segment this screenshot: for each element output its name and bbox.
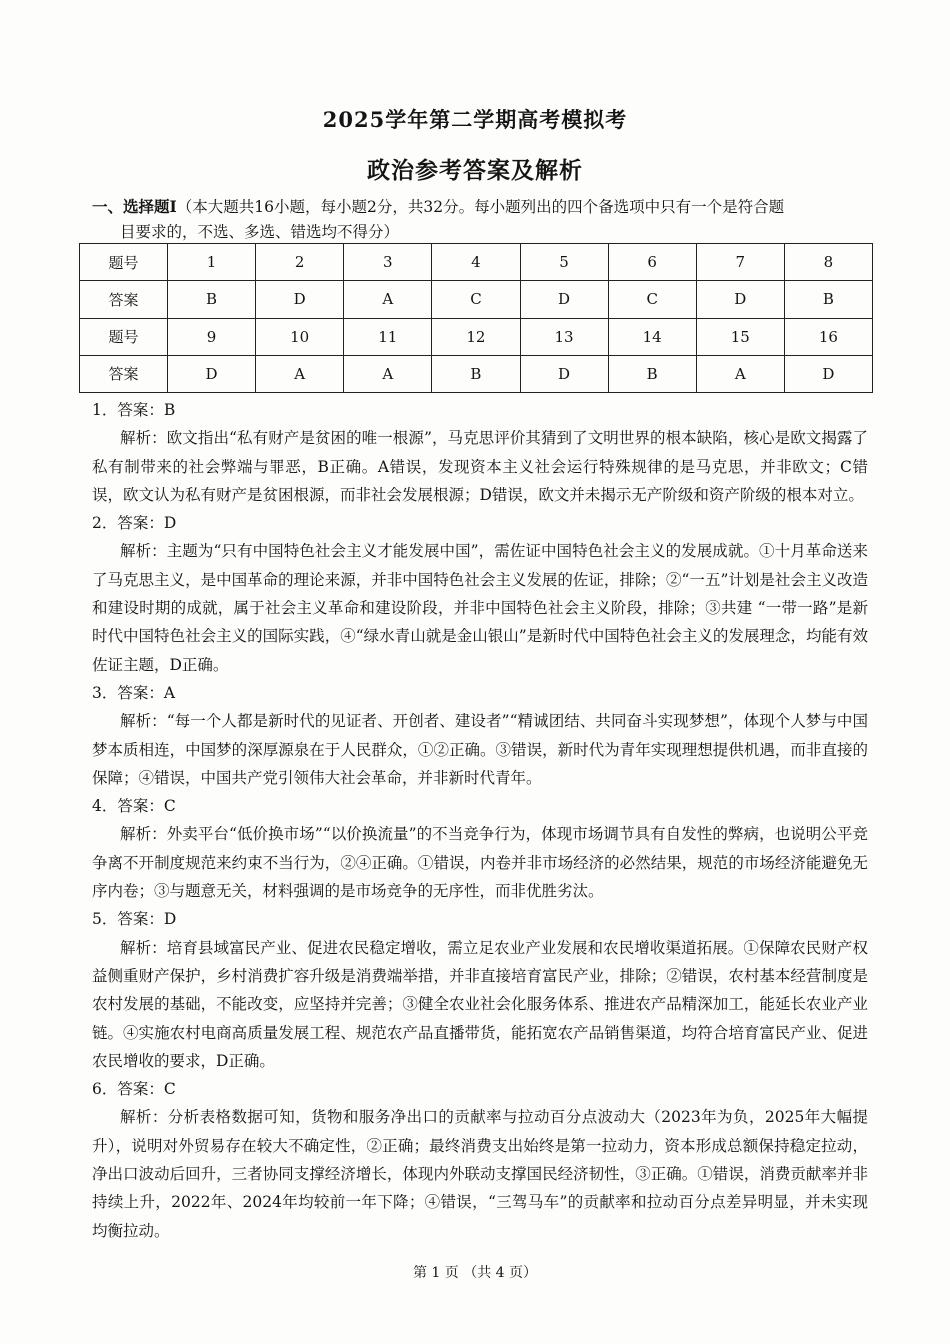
table-cell: B [168,281,256,318]
table-row [80,244,873,281]
table-cell: D [256,281,344,318]
table-cell: 2 [256,244,344,281]
table-cell: C [432,281,520,318]
table-cell: D [168,355,256,392]
explanation-text: 解析：主题为“只有中国特色社会主义才能发展中国”，需佐证中国特色社会主义的发展成就。①十月革命送来了马克思主义，是中国革命的理论来源，并非中国特色社会主义发展的佐证，排除；②“一五”计划是社会主义改造和建设时期的成就，属于社会主义革命和建设阶段，并非中国特色社会主义阶段，排除；③共建 “一带一路”是新时代中国特色社会主义的国际实践，④“绿水青山就是金山银山”是新时代中国特色社会主义的发展理念，均能有效佐证主题，D正确。 [92,542,868,674]
table-cell: 1 [168,244,256,281]
table-cell: A [696,355,784,392]
document-subtitle: 政治参考答案及解析 [367,157,583,184]
answer-heading: 6．答案：C [92,1080,176,1099]
table-row [80,281,873,318]
explanation-item [92,905,868,1075]
table-cell: D [520,355,608,392]
table-cell: 15 [696,318,784,355]
table-row [80,355,873,392]
table-cell: 4 [432,244,520,281]
table-cell: 9 [168,318,256,355]
table-row-header: 答案 [80,281,168,318]
table-cell: 10 [256,318,344,355]
explanation-text: 解析：培育县域富民产业、促进农民稳定增收，需立足农业产业发展和农民增收渠道拓展。①保障农民财产权益侧重财产保护，乡村消费扩容升级是消费端举措，并非直接培育富民产业，排除；②错误，农村基本经营制度是农村发展的基础，不能改变，应坚持并完善；③健全农业社会化服务体系、推进农产品精深加工，能延长农业产业链。④实施农村电商高质量发展工程、规范农产品直播带货，能拓宽农产品销售渠道，均符合培育富民产业、促进农民增收的要求，D正确。 [92,938,868,1070]
explanation-item [92,792,868,905]
explanation-text: 解析：分析表格数据可知，货物和服务净出口的贡献率与拉动百分点波动大（2023年为负，2025年大幅提升），说明对外贸易存在较大不确定性，②正确；最终消费支出始终是第一拉动力，资本形成总额保持稳定拉动，净出口波动后回升，三者协同支撑经济增长，体现内外联动支撑国民经济韧性，③正确。①错误，消费贡献率并非持续上升，2022年、2024年均较前一年下降；④错误，“三驾马车”的贡献率和拉动百分点差异明显，并未实现均衡拉动。 [92,1108,868,1240]
table-cell: A [344,281,432,318]
section-desc-line2: 目要求的，不选、多选、错选均不得分） [120,223,400,241]
table-cell: 3 [344,244,432,281]
section-desc-line1: （本大题共16小题，每小题2分，共32分。每小题列出的四个备选项中只有一个是符合题 [176,198,785,216]
table-row-header: 题号 [80,244,168,281]
exam-title: 2025学年第二学期高考模拟考 [322,107,628,132]
answer-heading: 2．答案：D [92,514,177,533]
table-cell: B [784,281,872,318]
table-cell: C [608,281,696,318]
section-label: 一、选择题Ⅰ [92,197,177,216]
explanation-text: 解析：外卖平台“低价换市场”“以价换流量”的不当竞争行为，体现市场调节具有自发性的弊病，也说明公平竞争离不开制度规范来约束不当行为，②④正确。①错误，内卷并非市场经济的必然结果，规范的市场经济能避免无序内卷；③与题意无关，材料强调的是市场竞争的无序性，而非优胜劣汰。 [92,825,868,901]
explanation-item [92,1075,868,1245]
table-cell: A [256,355,344,392]
explanation-text: 解析：欧文指出“私有财产是贫困的唯一根源”，马克思评价其猜到了文明世界的根本缺陷，核心是欧文揭露了私有制带来的社会弊端与罪恶，B正确。A错误，发现资本主义社会运行特殊规律的是马克思，并非欧文；C错误，欧文认为私有财产是贫困根源，而非社会发展根源；D错误，欧文并未揭示无产阶级和资产阶级的根本对立。 [92,429,868,504]
table-cell: 6 [608,244,696,281]
table-row-header: 答案 [80,355,168,392]
table-row-header: 题号 [80,318,168,355]
explanation-item [92,396,868,509]
table-cell: 12 [432,318,520,355]
table-cell: 13 [520,318,608,355]
answer-table [79,243,873,393]
table-cell: 8 [784,244,872,281]
table-cell: B [608,355,696,392]
answer-heading: 3．答案：A [92,683,176,702]
table-cell: 16 [784,318,872,355]
table-cell: 14 [608,318,696,355]
table-cell: 7 [696,244,784,281]
table-cell: 11 [344,318,432,355]
table-cell: D [784,355,872,392]
answer-heading: 1．答案：B [92,401,176,419]
explanation-item [92,679,868,792]
explanation-item [92,509,868,679]
table-cell: 5 [520,244,608,281]
table-cell: D [520,281,608,318]
table-cell: B [432,355,520,392]
section-intro [92,194,867,245]
answer-heading: 4．答案：C [92,797,176,816]
explanation-text: 解析：“每一个人都是新时代的见证者、开创者、建设者”“精诚团结、共同奋斗实现梦想”，体现个人梦与中国梦本质相连，中国梦的深厚源泉在于人民群众，①②正确。③错误，新时代为青年实现理想提供机遇，而非直接的保障；④错误，中国共产党引领伟大社会革命，并非新时代青年。 [92,712,868,787]
table-cell: D [696,281,784,318]
answer-heading: 5．答案：D [92,910,177,929]
table-cell: A [344,355,432,392]
explanations [92,396,868,1245]
page-footer: 第 1 页 （共 4 页） [412,1265,538,1281]
table-row [80,318,873,355]
